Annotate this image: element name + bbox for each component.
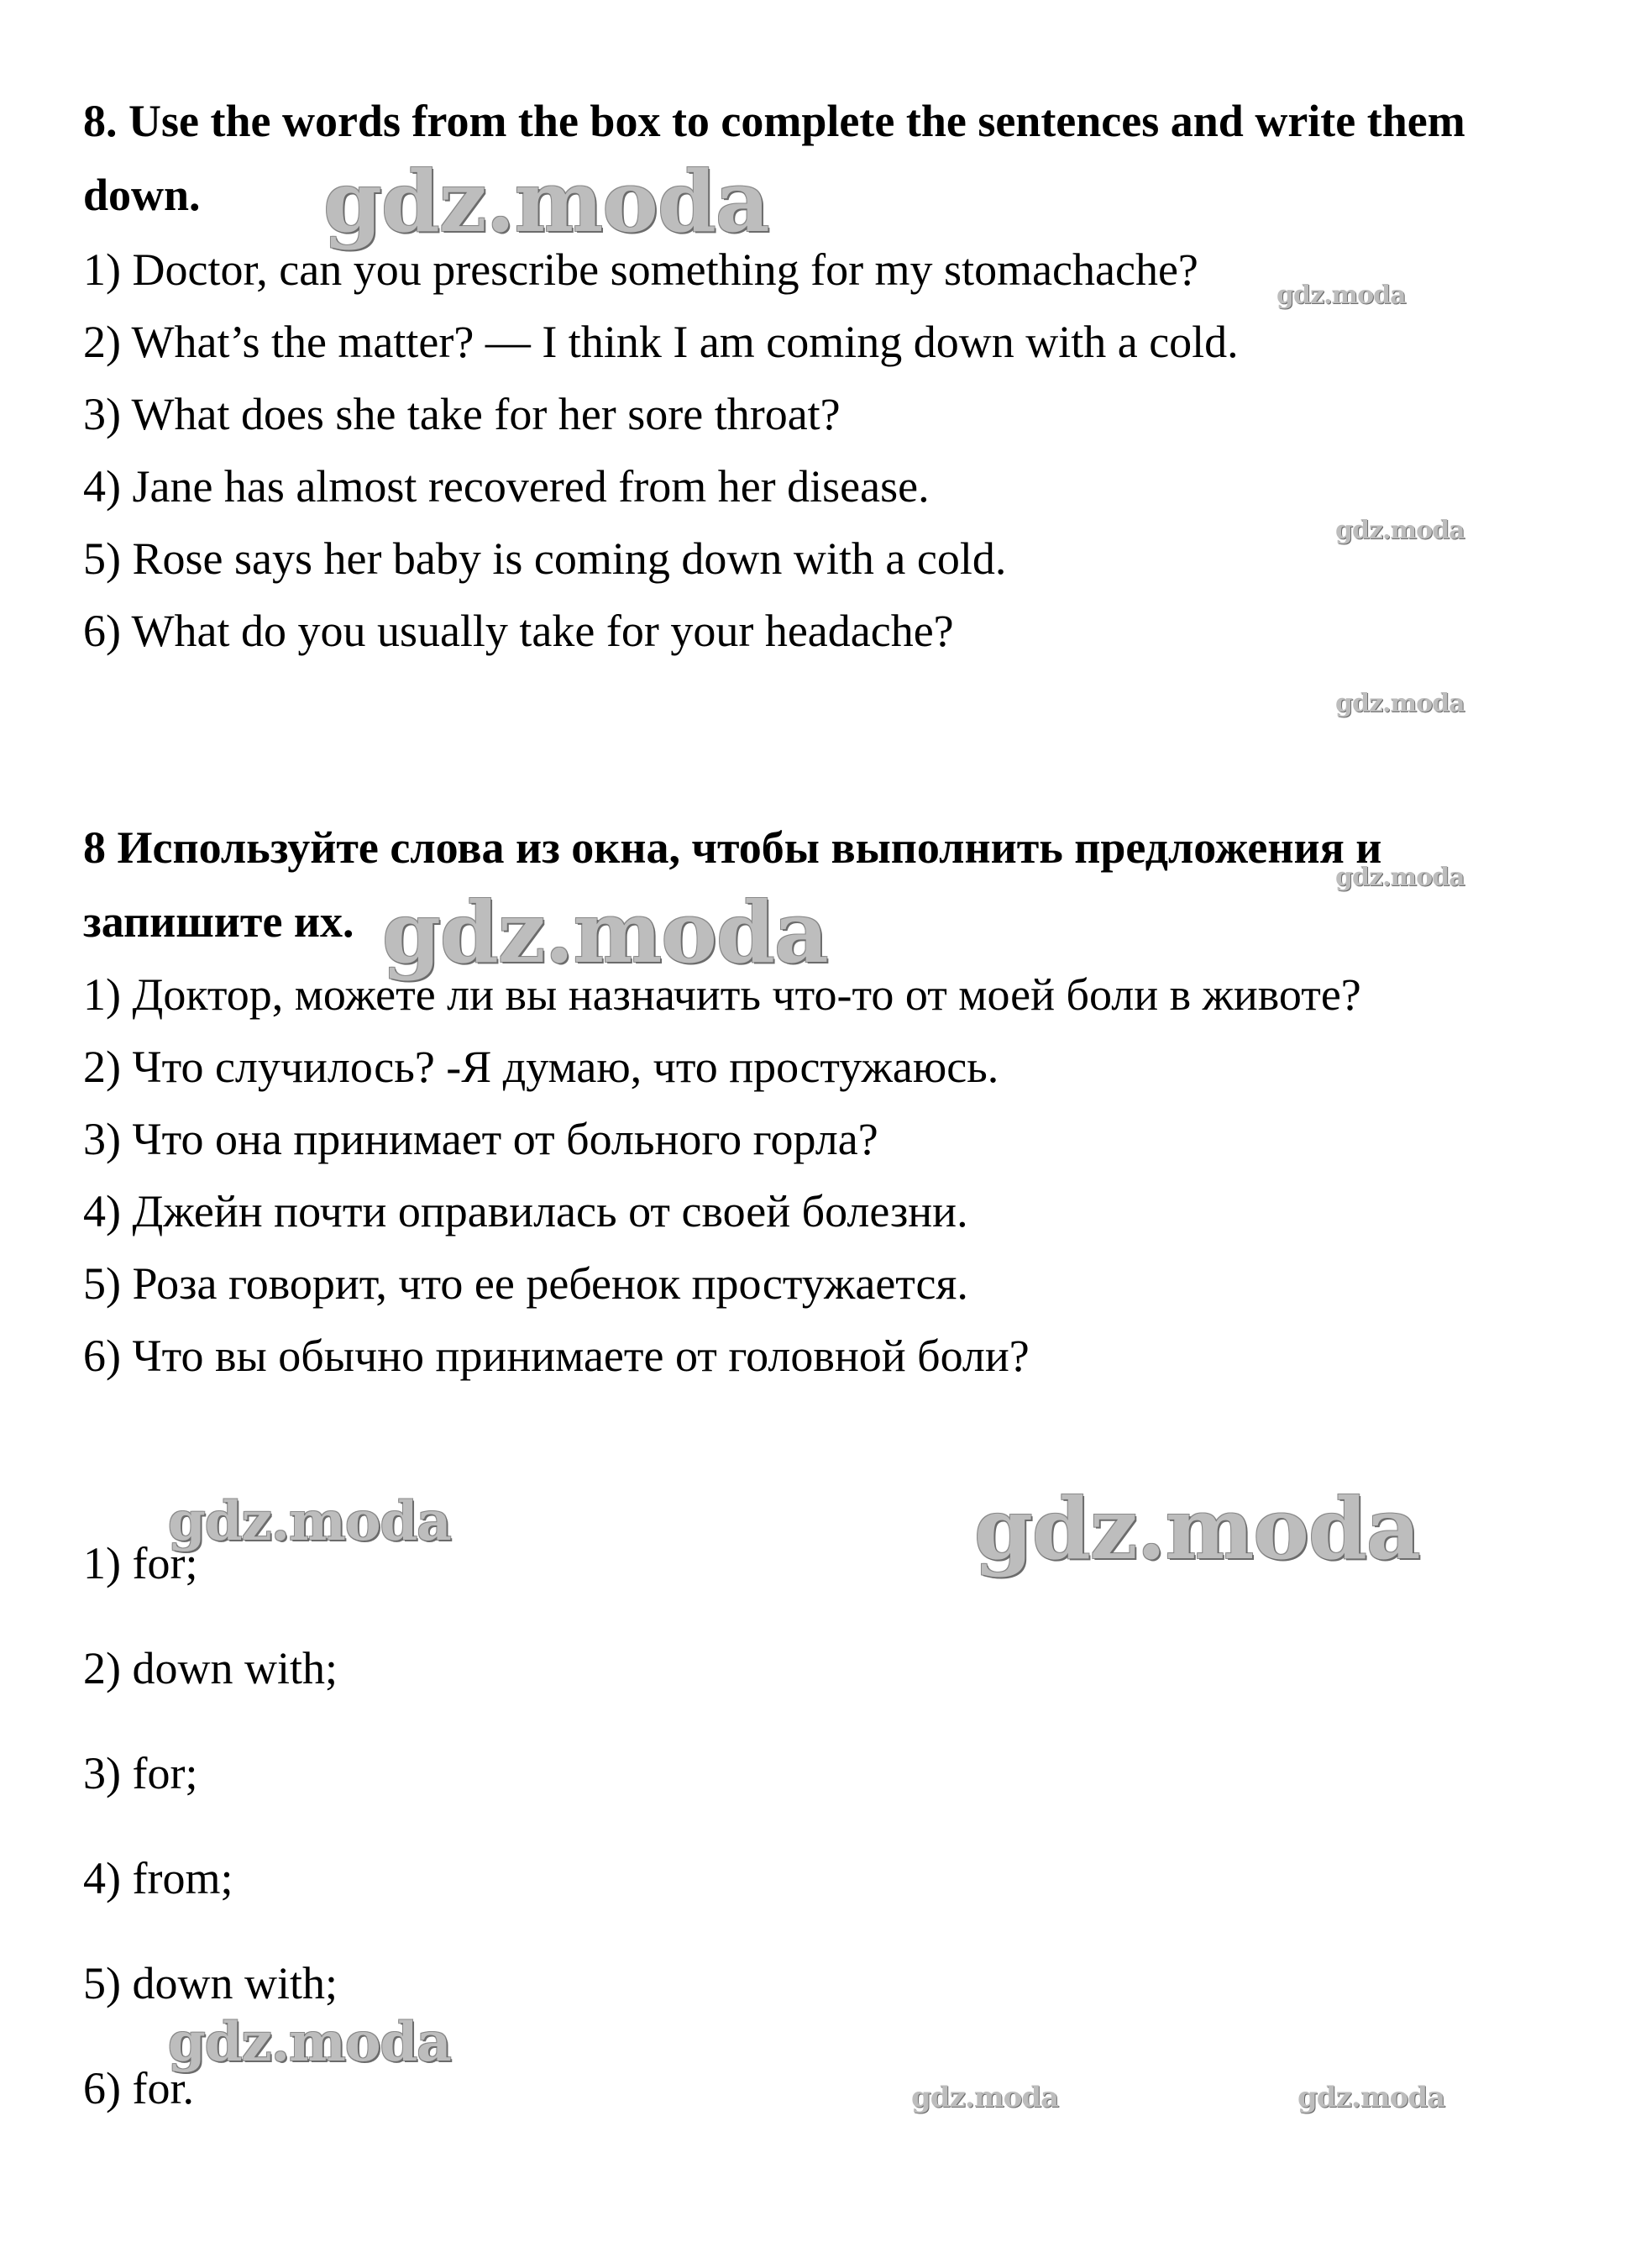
watermark: gdz.moda [974, 1479, 1420, 1578]
answer-2: 2) down with; [83, 1643, 338, 1693]
english-sentence-5: 5) Rose says her baby is coming down with a cold. [83, 533, 1007, 584]
answer-4: 4) from; [83, 1853, 233, 1903]
watermark: gdz.moda [323, 152, 769, 251]
answer-5: 5) down with; [83, 1958, 338, 2008]
watermark: gdz.moda [1297, 2081, 1445, 2114]
answer-6: 6) for. [83, 2063, 194, 2113]
watermark: gdz.moda [168, 2011, 451, 2074]
answer-1: 1) for; [83, 1538, 198, 1588]
english-sentence-6: 6) What do you usually take for your headache? [83, 606, 954, 656]
watermark: gdz.moda [1335, 689, 1465, 718]
watermark: gdz.moda [911, 2081, 1059, 2114]
russian-sentence-5: 5) Роза говорит, что ее ребенок простужается. [83, 1258, 968, 1309]
english-sentence-4: 4) Jane has almost recovered from her disease. [83, 461, 930, 512]
watermark: gdz.moda [1335, 863, 1465, 892]
watermark: gdz.moda [1276, 281, 1406, 310]
exercise-heading-russian: 8 Используйте слова из окна, чтобы выполнить предложения и запишите их. [83, 822, 1382, 947]
english-sentence-3: 3) What does she take for her sore throat? [83, 389, 841, 439]
watermark: gdz.moda [382, 883, 828, 982]
russian-sentence-4: 4) Джейн почти оправилась от своей болезни. [83, 1186, 968, 1236]
russian-sentence-6: 6) Что вы обычно принимаете от головной боли? [83, 1331, 1030, 1381]
answer-3: 3) for; [83, 1748, 198, 1798]
watermark: gdz.moda [1335, 516, 1465, 545]
russian-sentence-2: 2) Что случилось? -Я думаю, что простужаюсь. [83, 1042, 999, 1092]
exercise-heading-english: 8. Use the words from the box to complete the sentences and write them down. [83, 96, 1465, 220]
russian-sentence-3: 3) Что она принимает от больного горла? [83, 1114, 878, 1164]
russian-sentence-1: 1) Доктор, можете ли вы назначить что-то от моей боли в животе? [83, 969, 1361, 1020]
watermark: gdz.moda [168, 1490, 451, 1553]
english-sentence-2: 2) What’s the matter? — I think I am coming down with a cold. [83, 317, 1239, 367]
english-sentence-1: 1) Doctor, can you prescribe something for my stomachache? [83, 244, 1198, 295]
